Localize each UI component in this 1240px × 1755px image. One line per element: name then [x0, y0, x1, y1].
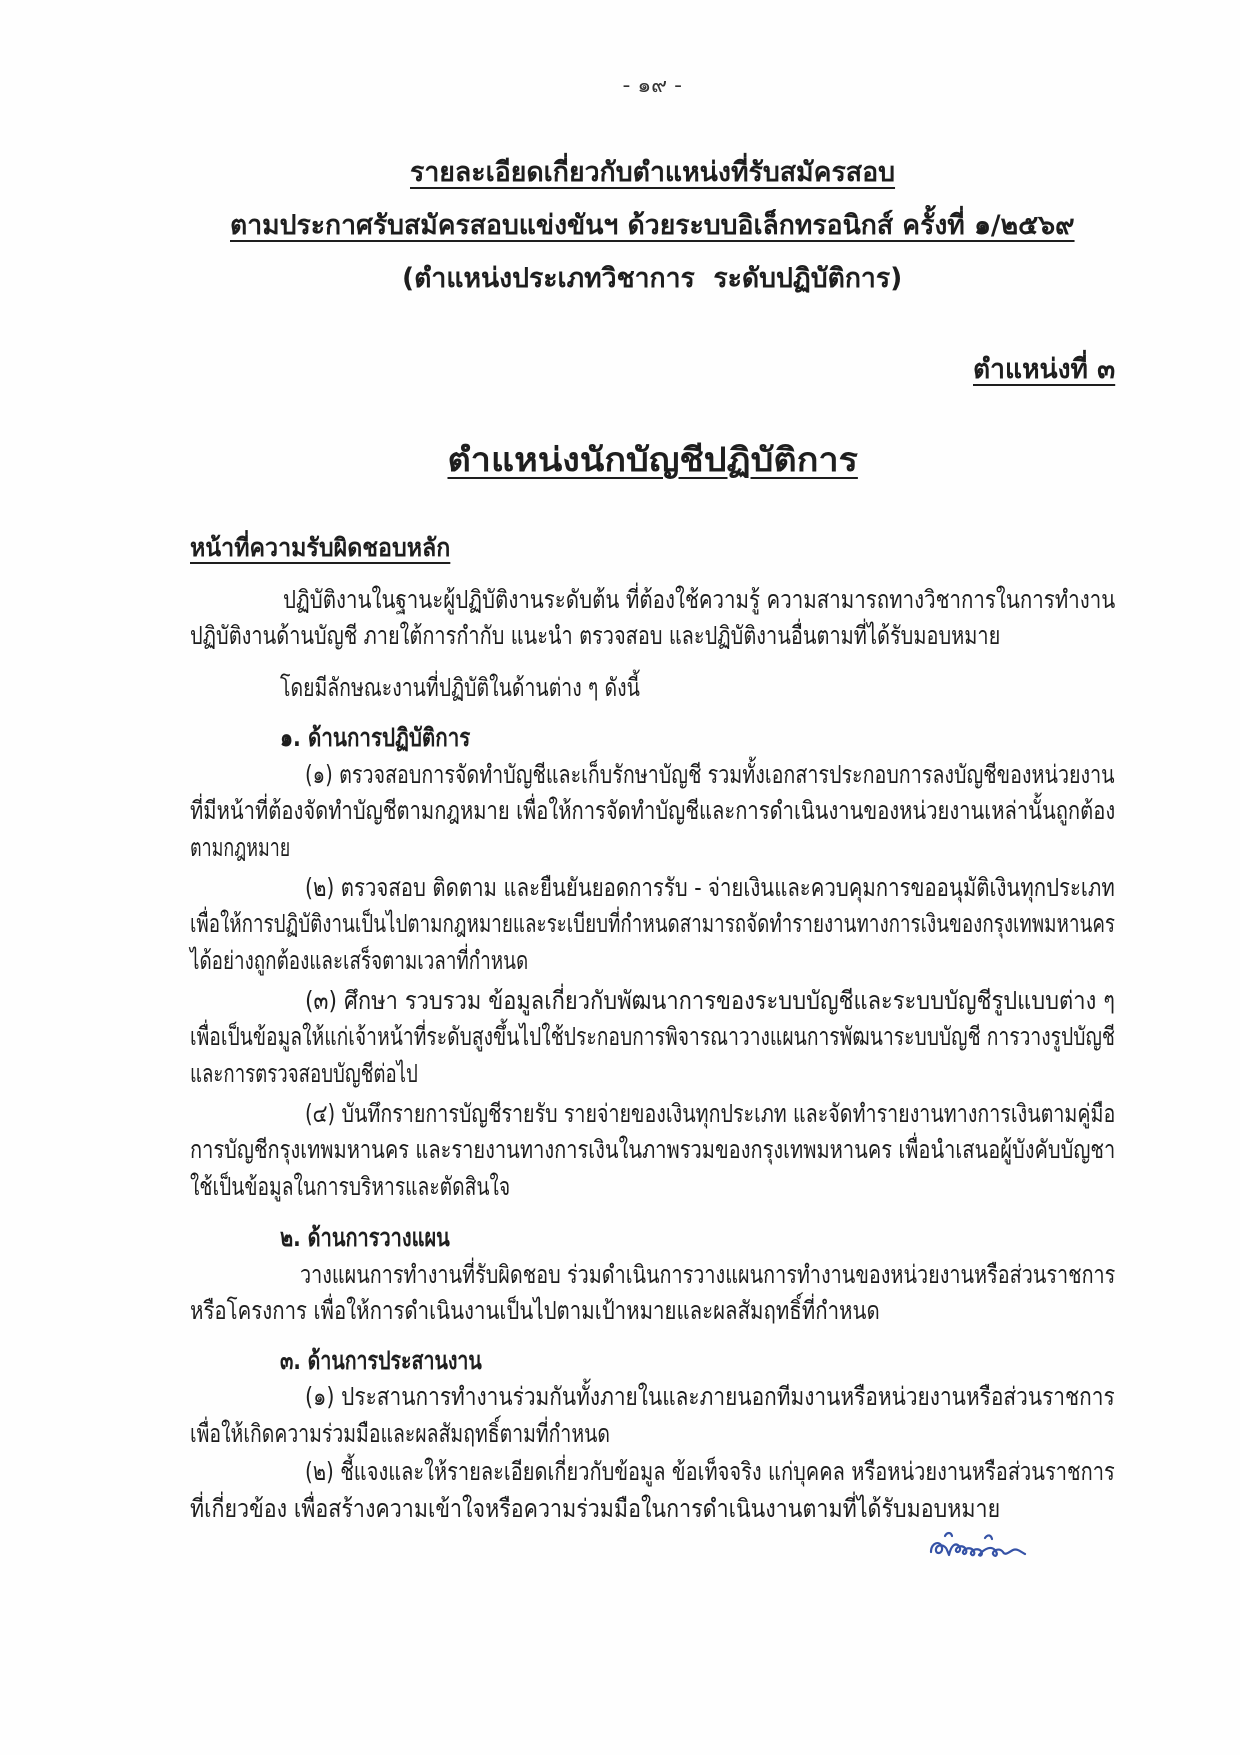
duty-item: [190, 757, 1115, 867]
section-heading-text: ๒. ด้านการวางแผน: [280, 1223, 450, 1252]
item-line: (๒) ตรวจสอบ ติดตาม และยืนยันยอดการรับ - จ่ายเงินและควบคุมการขออนุมัติเงินทุกประเภท: [305, 872, 1115, 902]
summary-line: ปฏิบัติงานด้านบัญชี ภายใต้การกำกับ แนะนำ ตรวจสอบ และปฏิบัติงานอื่นตามที่ได้รับมอบหมาย: [190, 621, 1001, 650]
duty-item: [190, 1096, 1115, 1206]
summary-line: ปฏิบัติงานในฐานะผู้ปฏิบัติงานระดับต้น ที่ต้องใช้ความรู้ ความสามารถทางวิชาการในการทำงาน: [283, 584, 1116, 614]
item-line: เพื่อเป็นข้อมูลให้แก่เจ้าหน้าที่ระดับสูงขึ้นไปใช้ประกอบการพิจารณาวางแผนการพัฒนาระบบบัญชี การวางรูปบัญชี: [190, 1022, 1115, 1051]
item-line: เพื่อให้การปฏิบัติงานเป็นไปตามกฎหมายและระเบียบที่กำหนดสามารถจัดทำรายงานทางการเงินของกรุงเทพมหานคร: [190, 909, 1115, 938]
page-number-text: - ๑๙ -: [622, 72, 683, 97]
section-heading-operations: [190, 720, 1115, 757]
text-line: [190, 1416, 1115, 1453]
lead-in-text: โดยมีลักษณะงานที่ปฏิบัติในด้านต่าง ๆ ดังนี้: [280, 672, 640, 702]
duty-item: [190, 1257, 1115, 1330]
duty-item: [190, 870, 1115, 980]
text-line: [190, 1379, 1115, 1416]
signature: [925, 1522, 1030, 1566]
position-number-text: ตำแหน่งที่ ๓: [972, 354, 1115, 385]
document-title: [190, 146, 1115, 305]
item-line: (๑) ตรวจสอบการจัดทำบัญชีและเก็บรักษาบัญชี รวมทั้งเอกสารประกอบการลงบัญชีของหน่วยงาน: [305, 759, 1115, 789]
duty-item: [190, 983, 1115, 1093]
text-line: [190, 983, 1115, 1020]
text-line: [190, 906, 1115, 943]
duties-heading: [190, 530, 1115, 567]
duty-item: [190, 1379, 1115, 1452]
text-line: [190, 1056, 1115, 1093]
item-line: (๒) ชี้แจงและให้รายละเอียดเกี่ยวกับข้อมูล ข้อเท็จจริง แก่บุคคล หรือหน่วยงานหรือส่วนราชการ: [305, 1457, 1115, 1486]
lead-in: [190, 670, 1115, 707]
item-line: ตามกฎหมาย: [190, 832, 291, 862]
text-line: [190, 582, 1115, 619]
position-title-block: [190, 435, 1115, 485]
item-line: หรือโครงการ เพื่อให้การดำเนินงานเป็นไปตามเป้าหมายและผลสัมฤทธิ์ที่กำหนด: [190, 1296, 880, 1325]
item-line: วางแผนการทำงานที่รับผิดชอบ ร่วมดำเนินการวางแผนการทำงานของหน่วยงานหรือส่วนราชการ: [300, 1259, 1116, 1289]
title-line-text: (ตำแหน่งประเภทวิชาการ ระดับปฏิบัติการ): [402, 262, 903, 294]
position-number-block: [190, 350, 1115, 390]
text-line: [190, 1169, 1115, 1206]
title-line-1: [190, 146, 1115, 199]
duties-body: [190, 530, 1115, 1527]
page-number: [190, 67, 1115, 104]
text-line: [190, 1257, 1115, 1294]
item-line: (๓) ศึกษา รวบรวม ข้อมูลเกี่ยวกับพัฒนาการของระบบบัญชีและระบบบัญชีรูปแบบต่าง ๆ: [305, 985, 1115, 1015]
title-line-2: [190, 199, 1115, 252]
position-number: [190, 350, 1115, 390]
text-line: [190, 757, 1115, 794]
item-line: เพื่อให้เกิดความร่วมมือและผลสัมฤทธิ์ตามที่กำหนด: [190, 1418, 610, 1448]
section-heading-planning: [190, 1220, 1115, 1257]
item-line: ใช้เป็นข้อมูลในการบริหารและตัดสินใจ: [190, 1171, 511, 1201]
title-line-3: [190, 252, 1115, 305]
item-line: ที่มีหน้าที่ต้องจัดทำบัญชีตามกฎหมาย เพื่อให้การจัดทำบัญชีและการดำเนินงานของหน่วยงานเหล่านั้นถูกต้อง: [190, 796, 1116, 825]
title-line-text: ตามประกาศรับสมัครสอบแข่งขันฯ ด้วยระบบอิเล็กทรอนิกส์ ครั้งที่ ๑/๒๕๖๙: [230, 209, 1075, 241]
item-line: ได้อย่างถูกต้องและเสร็จตามเวลาที่กำหนด: [190, 945, 529, 975]
text-line: [190, 793, 1115, 830]
item-line: (๔) บันทึกรายการบัญชีรายรับ รายจ่ายของเงินทุกประเภท และจัดทำรายงานทางการเงินตามคู่มือ: [305, 1098, 1116, 1128]
text-line: [190, 618, 1115, 655]
duties-heading-text: หน้าที่ความรับผิดชอบหลัก: [190, 533, 451, 562]
item-line: และการตรวจสอบบัญชีต่อไป: [190, 1058, 418, 1088]
duties-summary: [190, 582, 1115, 655]
text-line: [190, 830, 1115, 867]
title-line-text: รายละเอียดเกี่ยวกับตำแหน่งที่รับสมัครสอบ: [409, 156, 896, 188]
text-line: [190, 943, 1115, 980]
text-line: [190, 870, 1115, 907]
item-line: ที่เกี่ยวข้อง เพื่อสร้างความเข้าใจหรือความร่วมมือในการดำเนินงานตามที่ได้รับมอบหมาย: [190, 1493, 1001, 1523]
section-heading-text: ๓. ด้านการประสานงาน: [280, 1345, 482, 1375]
text-line: [190, 1019, 1115, 1056]
item-line: การบัญชีกรุงเทพมหานคร และรายงานทางการเงินในภาพรวมของกรุงเทพมหานคร เพื่อนำเสนอผู้บังคับบัญชา: [190, 1135, 1116, 1164]
text-line: [190, 1454, 1115, 1491]
page-header: [190, 67, 1115, 104]
text-line: [190, 1096, 1115, 1133]
text-line: [190, 1293, 1115, 1330]
section-heading-text: ๑. ด้านการปฏิบัติการ: [280, 723, 471, 752]
position-title-text: ตำแหน่งนักบัญชีปฏิบัติการ: [447, 440, 858, 479]
position-title: [190, 435, 1115, 485]
section-heading-coordination: [190, 1343, 1115, 1380]
item-line: (๑) ประสานการทำงานร่วมกันทั้งภายในและภายนอกทีมงานหรือหน่วยงานหรือส่วนราชการ: [305, 1382, 1115, 1411]
text-line: [190, 1132, 1115, 1169]
duty-item: [190, 1454, 1115, 1527]
